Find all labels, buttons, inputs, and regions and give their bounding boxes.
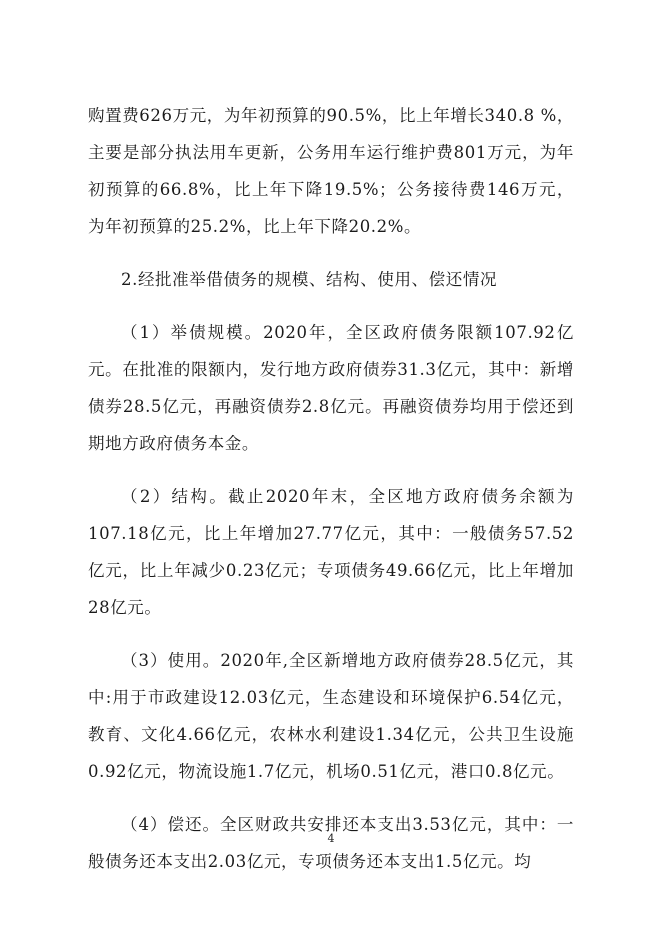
document-body: [88, 97, 574, 896]
page-number: 4: [327, 832, 335, 845]
paragraph-vehicle-costs: 购置费626万元，为年初预算的90.5%，比上年增长340.8 %，主要是部分执法用车更新，公务用车运行维护费801万元，为年初预算的66.8%，比上年下降19.5%；公务接待费146万元，为年初预算的25.2%，比上年下降20.2%。: [88, 106, 574, 236]
paragraph-debt-usage: （3）使用。2020年,全区新增地方政府债券28.5亿元，其中:用于市政建设12.03亿元，生态建设和环境保护6.54亿元，教育、文化4.66亿元，农林水利建设1.34亿元，公共卫生设施0.92亿元，物流设施1.7亿元，机场0.51亿元，港口0.8亿元。: [88, 651, 574, 781]
paragraph-debt-repayment: （4）偿还。全区财政共安排还本支出3.53亿元，其中：一般债务还本支出2.03亿元，专项债务还本支出1.5亿元。均: [88, 815, 574, 871]
paragraph-debt-scale: （1）举债规模。2020年，全区政府债务限额107.92亿元。在批准的限额内，发行地方政府债券31.3亿元，其中：新增债券28.5亿元，再融资债券2.8亿元。再融资债券均用于偿还到期地方政府债务本金。: [88, 323, 574, 453]
paragraph-debt-structure: （2）结构。截止2020年末，全区地方政府债务余额为107.18亿元，比上年增加27.77亿元，其中：一般债务57.52亿元，比上年减少0.23亿元；专项债务49.66亿元，比上年增加28亿元。: [88, 487, 574, 617]
section-heading-debt: 2.经批准举借债务的规模、结构、使用、偿还情况: [121, 270, 498, 289]
